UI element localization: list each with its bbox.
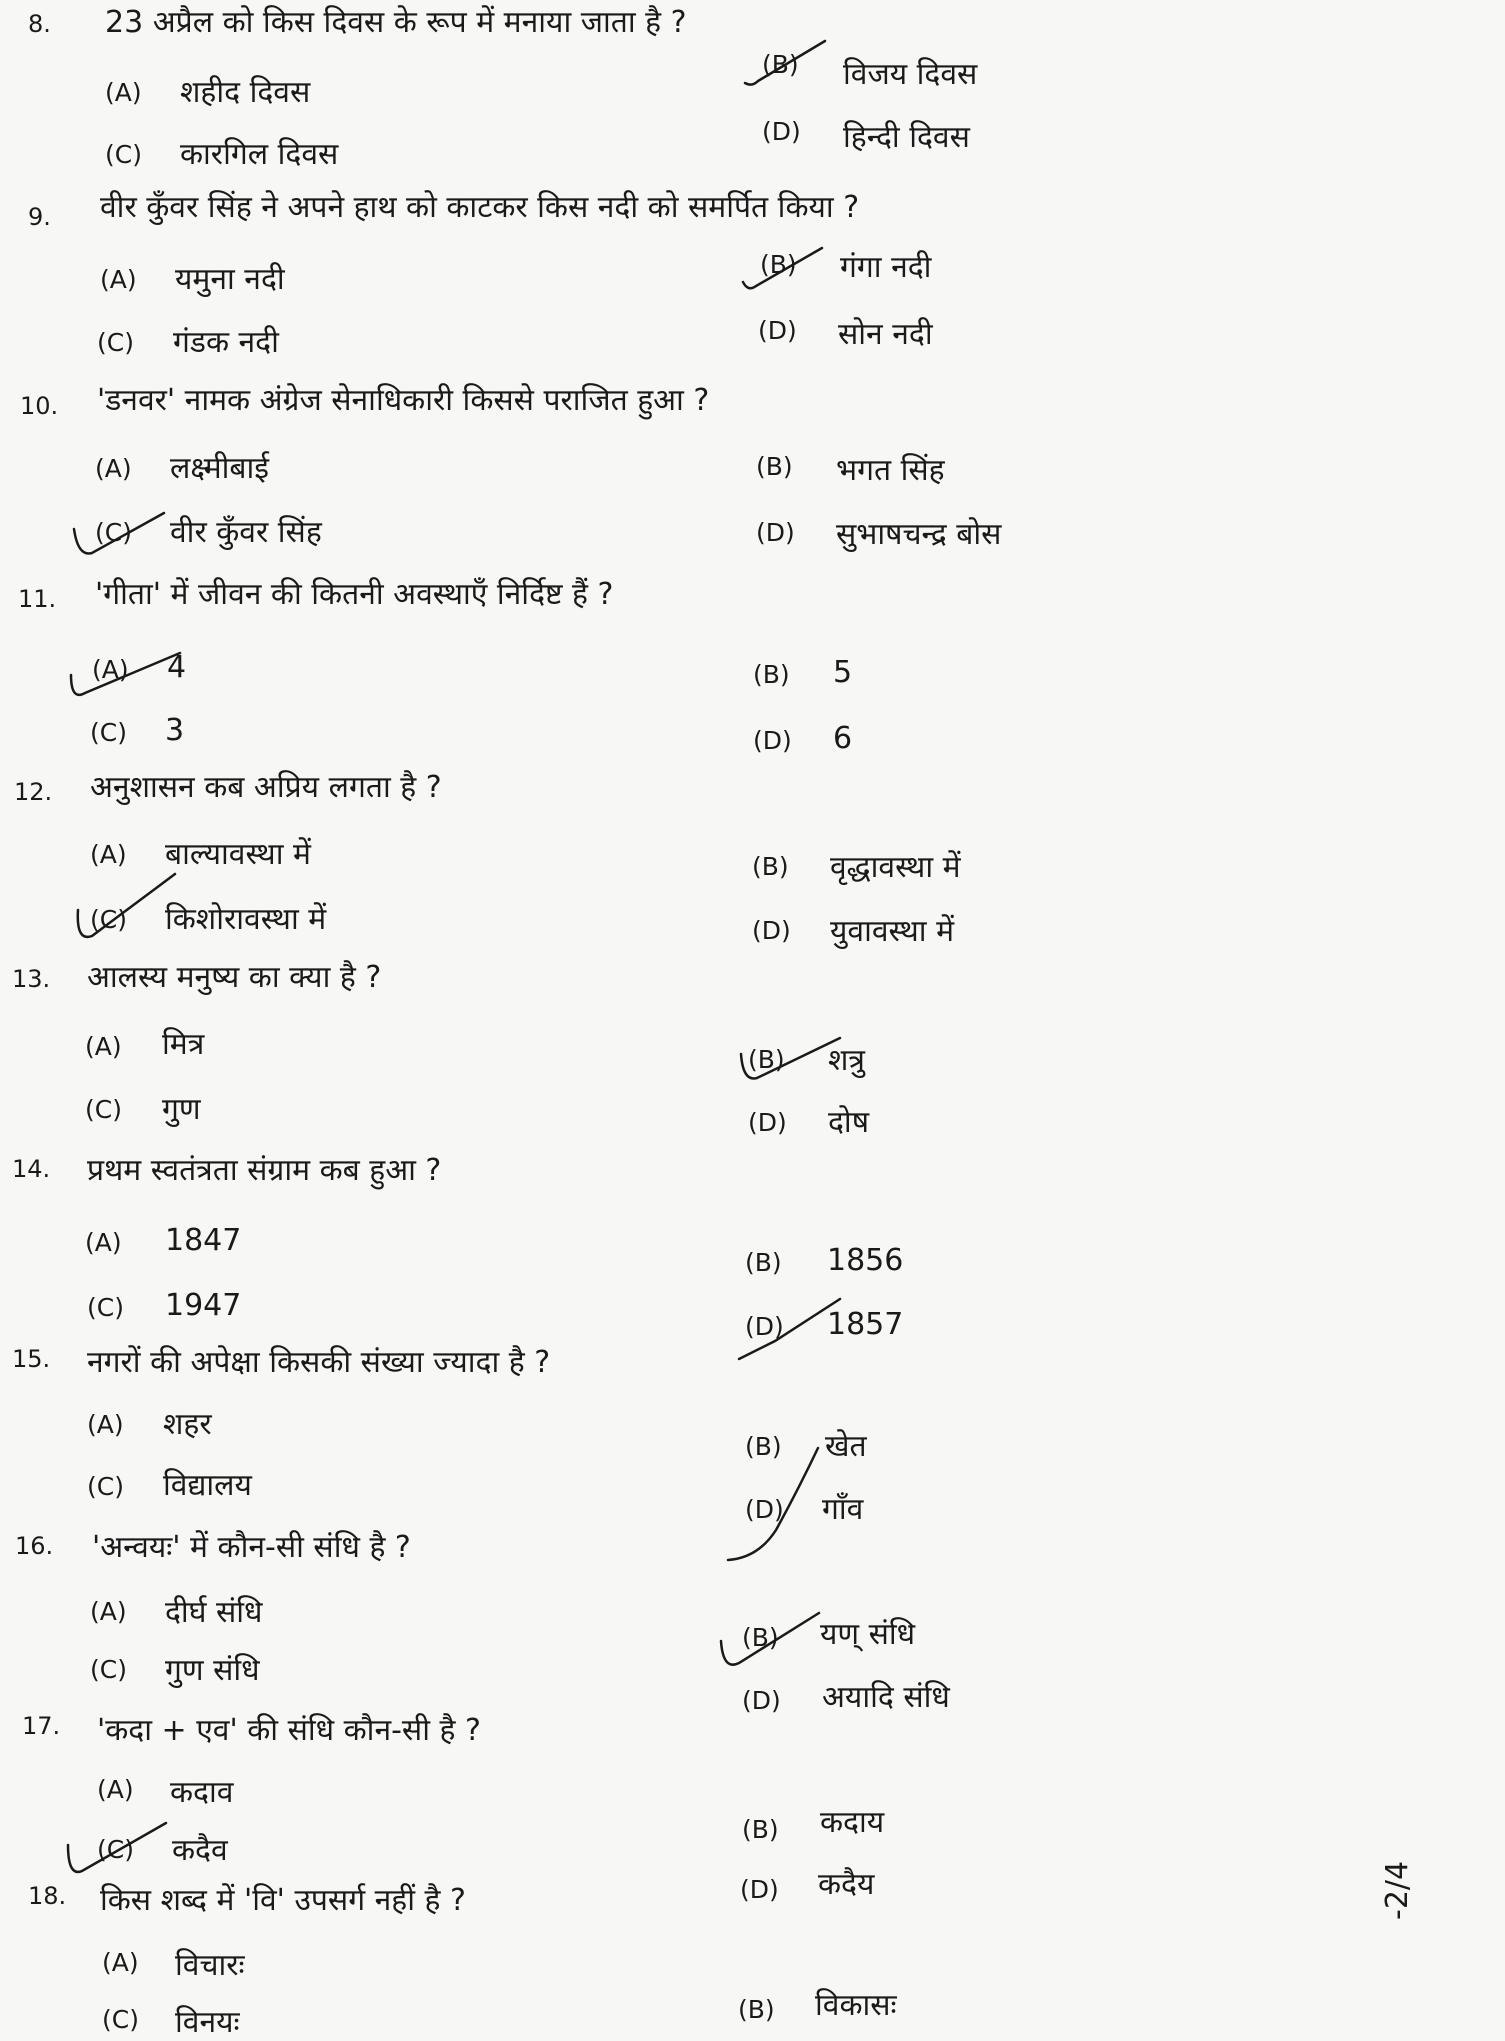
option-text: गंडक नदी [173,325,279,360]
option-label: (C) [97,328,134,357]
option-label: (A) [90,1597,127,1626]
question-number: 15. [12,1345,51,1373]
question-text: 'गीता' में जीवन की कितनी अवस्थाएँ निर्दिष्ट हैं ? [95,577,614,612]
option-text: सुभाषचन्द्र बोस [836,517,1002,552]
option-label: (D) [753,726,792,755]
option-label: (C) [90,718,127,747]
option-label: (C) [87,1293,124,1322]
option-text: कारगिल दिवस [180,137,339,172]
answer-tick-mark [65,645,185,705]
option-text: 5 [833,655,853,690]
option-text: मित्र [162,1027,205,1062]
option-label: (A) [85,1032,122,1061]
answer-tick-mark [62,1815,172,1885]
option-label: (A) [87,1410,124,1439]
option-label: (C) [95,518,132,547]
option-label: (C) [102,2005,139,2034]
option-label: (D) [758,316,797,345]
page-number: -2/4 [1380,1860,1415,1920]
option-text: 4 [167,650,187,685]
option-text: 1947 [165,1288,242,1323]
option-text: गंगा नदी [840,250,932,285]
option-text: यण् संधि [820,1617,916,1652]
option-label: (A) [90,840,127,869]
question-number: 18. [28,1882,67,1910]
question-number: 16. [15,1532,54,1560]
option-label: (D) [752,916,791,945]
option-label: (B) [752,852,789,881]
option-label: (B) [748,1045,785,1074]
question-text: 'डनवर' नामक अंग्रेज सेनाधिकारी किससे पराजित हुआ ? [97,383,710,418]
question-number: 10. [20,392,59,420]
question-number: 13. [12,965,51,993]
question-text: 23 अप्रैल को किस दिवस के रूप में मनाया जाता है ? [105,5,687,40]
option-text: कदैव [172,1833,228,1868]
option-text: गाँव [822,1492,864,1527]
option-text: दोष [828,1105,870,1140]
question-text: 'अन्वयः' में कौन-सी संधि है ? [92,1530,411,1565]
option-text: 3 [165,713,185,748]
question-text: किस शब्द में 'वि' उपसर्ग नहीं है ? [100,1883,466,1918]
option-label: (A) [97,1775,134,1804]
option-label: (B) [742,1623,779,1652]
option-text: वीर कुँवर सिंह [170,515,322,550]
question-number: 17. [22,1712,61,1740]
option-label: (A) [95,454,132,483]
option-text: विचारः [175,1948,245,1983]
option-label: (C) [87,1472,124,1501]
option-text: विनयः [175,2005,240,2040]
option-text: विकासः [815,1988,897,2023]
option-label: (A) [92,655,129,684]
option-text: भगत सिंह [836,453,945,488]
option-text: विद्यालय [163,1468,252,1503]
question-text: 'कदा + एव' की संधि कौन-सी है ? [97,1713,481,1748]
option-text: दीर्घ संधि [165,1595,263,1630]
question-number: 11. [18,585,57,613]
option-text: अयादि संधि [822,1680,950,1715]
option-label: (B) [753,660,790,689]
option-label: (D) [756,518,795,547]
option-label: (B) [738,1995,775,2024]
question-number: 8. [28,10,51,38]
option-text: कदाव [170,1775,234,1810]
option-text: शत्रु [828,1043,865,1078]
option-label: (C) [97,1835,134,1864]
option-label: (A) [85,1228,122,1257]
option-text: यमुना नदी [175,262,285,297]
option-text: कदाय [820,1805,885,1840]
option-label: (D) [762,117,801,146]
question-text: प्रथम स्वतंत्रता संग्राम कब हुआ ? [87,1153,442,1188]
answer-tick-mark [715,1605,825,1675]
option-text: युवावस्था में [830,914,955,949]
option-text: कदैय [818,1867,875,1902]
answer-tick-mark [735,1030,845,1090]
option-label: (A) [102,1948,139,1977]
question-number: 14. [12,1155,51,1183]
option-text: किशोरावस्था में [165,902,327,937]
answer-tick-mark [735,1295,845,1365]
option-text: गुण संधि [165,1653,260,1688]
option-label: (B) [745,1248,782,1277]
option-text: शहर [163,1407,212,1442]
option-label: (C) [90,905,127,934]
option-text: खेत [825,1429,867,1464]
option-label: (B) [742,1815,779,1844]
option-text: बाल्यावस्था में [165,837,311,872]
option-text: हिन्दी दिवस [843,120,970,155]
option-label: (D) [745,1495,784,1524]
option-text: लक्ष्मीबाई [170,451,270,486]
question-text: वीर कुँवर सिंह ने अपने हाथ को काटकर किस नदी को समर्पित किया ? [100,190,860,225]
answer-tick-mark [738,240,828,300]
option-label: (D) [745,1312,784,1341]
option-label: (B) [756,452,793,481]
option-text: 1857 [827,1307,904,1342]
answer-tick-mark [68,505,168,565]
option-label: (B) [762,50,799,79]
option-text: सोन नदी [838,317,933,352]
option-text: गुण [162,1092,201,1127]
option-label: (C) [90,1655,127,1684]
option-text: 6 [833,721,853,756]
question-number: 9. [28,203,51,231]
option-label: (D) [742,1686,781,1715]
option-label: (A) [105,78,142,107]
option-label: (C) [85,1095,122,1124]
option-label: (D) [740,1875,779,1904]
question-number: 12. [14,778,53,806]
option-label: (B) [745,1432,782,1461]
answer-tick-mark [740,35,830,95]
option-text: शहीद दिवस [180,75,311,110]
option-text: वृद्धावस्था में [830,850,961,885]
option-text: विजय दिवस [843,57,978,92]
option-label: (C) [105,140,142,169]
answer-tick-mark [718,1440,828,1570]
option-label: (B) [760,250,797,279]
question-text: आलस्य मनुष्य का क्या है ? [87,960,382,995]
answer-tick-mark [70,870,180,950]
option-text: 1847 [165,1223,242,1258]
option-label: (A) [100,265,137,294]
question-text: अनुशासन कब अप्रिय लगता है ? [90,770,442,805]
question-text: नगरों की अपेक्षा किसकी संख्या ज्यादा है ? [87,1345,551,1380]
option-text: 1856 [827,1243,904,1278]
option-label: (D) [748,1108,787,1137]
